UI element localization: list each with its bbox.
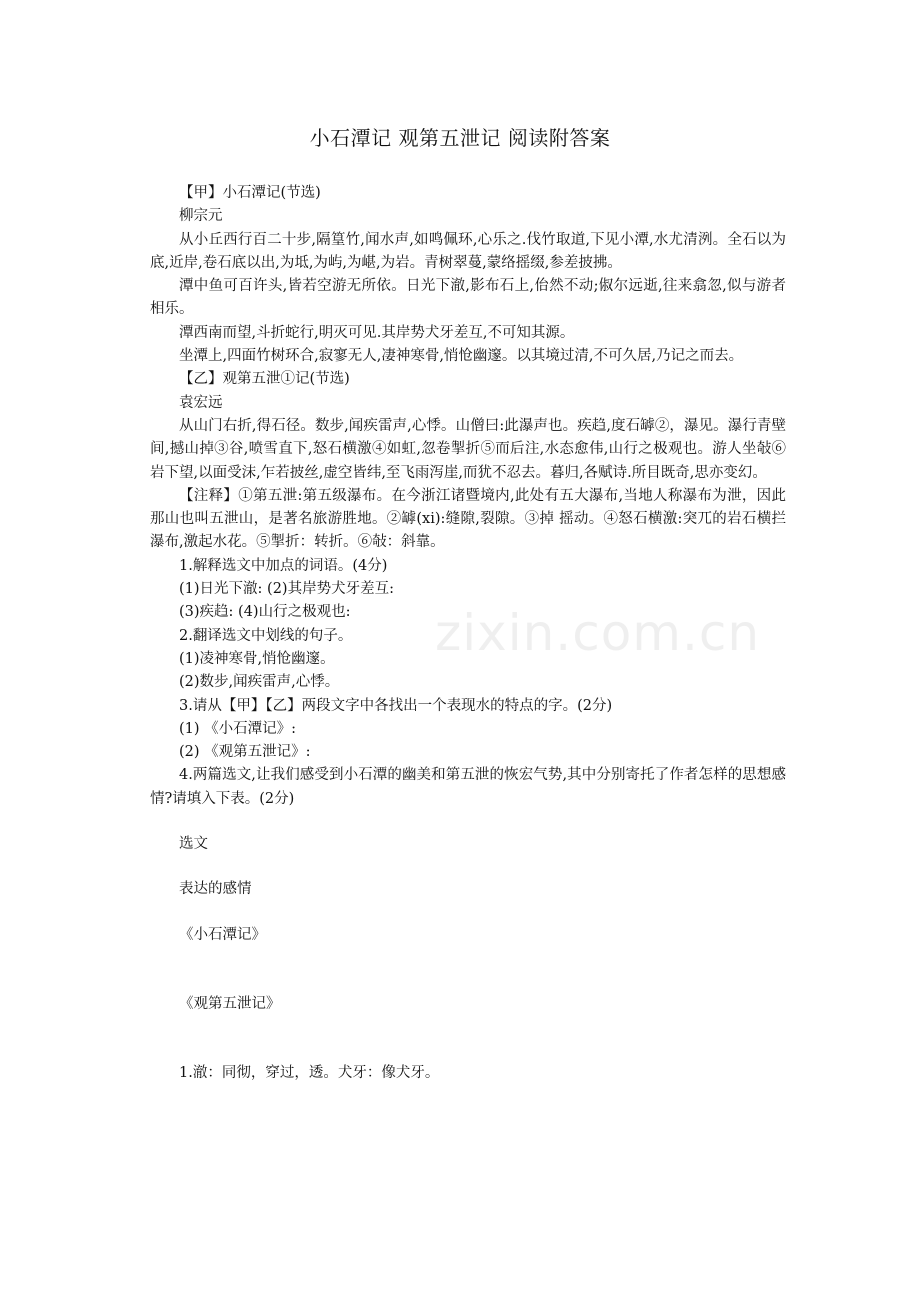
paragraph: (2) 《观第五泄记》: xyxy=(179,744,311,761)
paragraph: 潭中鱼可百许头,皆若空游无所依。日光下澈,影布石上,佁然不动;俶尔远逝,往来翕忽,似与游者相乐。 xyxy=(150,278,786,318)
paragraph: 4.两篇选文,让我们感受到小石潭的幽美和第五泄的恢宏气势,其中分别寄托了作者怎样的思想感情?请填入下表。(2分) xyxy=(150,767,786,807)
paragraph: 从小丘西行百二十步,隔篁竹,闻水声,如鸣佩环,心乐之.伐竹取道,下见小潭,水尤清洌。全石以为底,近岸,卷石底以出,为坻,为屿,为嵁,为岩。青树翠蔓,蒙络摇缀,参差披拂。 xyxy=(150,231,786,271)
table-row-xiaoshitan: 《小石潭记》 xyxy=(179,926,266,943)
paragraph: 从山门右折,得石径。数步,闻疾雷声,心悸。山僧曰:此瀑声也。疾趋,度石罅②，瀑见。瀑行青壁间,撼山掉③谷,喷雪直下,怒石横激④如虹,忽卷掣折⑤而后注,水态愈伟,山行之极观也。游人坐敧⑥岩下望,以面受沫,乍若披丝,虚空皆纬,至飞雨泻崖,而犹不忍去。暮归,各赋诗.所目既奇,思亦变幻。 xyxy=(150,417,786,481)
document-body xyxy=(150,182,786,1086)
paragraph: 【注释】①第五泄:第五级瀑布。在今浙江诸暨境内,此处有五大瀑布,当地人称瀑布为泄，因此那山也叫五泄山，是著名旅游胜地。②罅(xi):缝隙,裂隙。③掉 摇动。④怒石横激:突兀的岩石横拦瀑布,激起水花。⑤掣折：转折。⑥敧：斜靠。 xyxy=(150,487,786,551)
paragraph: (1) 《小石潭记》: xyxy=(179,720,297,737)
paragraph: 3.请从【甲】【乙】两段文字中各找出一个表现水的特点的字。(2分) xyxy=(179,697,613,714)
paragraph: (1)凌神寒骨,悄怆幽邃。 xyxy=(179,650,335,667)
table-row-diwuxie: 《观第五泄记》 xyxy=(179,995,281,1012)
paragraph: 【甲】小石潭记(节选) xyxy=(179,185,321,201)
document-title: 小石潭记 观第五泄记 阅读附答案 xyxy=(309,126,611,150)
paragraph: (3)疾趋: (4)山行之极观也: xyxy=(179,604,351,621)
paragraph: 潭西南而望,斗折蛇行,明灭可见.其岸势犬牙差互,不可知其源。 xyxy=(179,324,575,341)
answer-table xyxy=(150,833,786,1062)
paragraph: 柳宗元 xyxy=(179,208,223,225)
paragraph: (2)数步,闻疾雷声,心悸。 xyxy=(179,674,340,691)
table-header-passage: 选文 xyxy=(179,836,208,853)
paragraph: (1)日光下澈: (2)其岸势犬牙差互: xyxy=(179,581,394,598)
paragraph: 1.解释选文中加点的词语。(4分) xyxy=(179,557,388,574)
watermark-text: zixin.com.cn xyxy=(435,604,761,662)
paragraph: 袁宏远 xyxy=(179,394,223,411)
paragraph: 2.翻译选文中划线的句子。 xyxy=(179,627,353,644)
paragraph: 坐潭上,四面竹树环合,寂寥无人,凄神寒骨,悄怆幽邃。以其境过清,不可久居,乃记之而去。 xyxy=(179,348,744,365)
answer-paragraph: 1.澈：同彻，穿过，透。犬牙：像犬牙。 xyxy=(179,1065,440,1082)
paragraph: 【乙】观第五泄①记(节选) xyxy=(179,371,350,388)
table-header-emotion: 表达的感情 xyxy=(179,881,252,898)
